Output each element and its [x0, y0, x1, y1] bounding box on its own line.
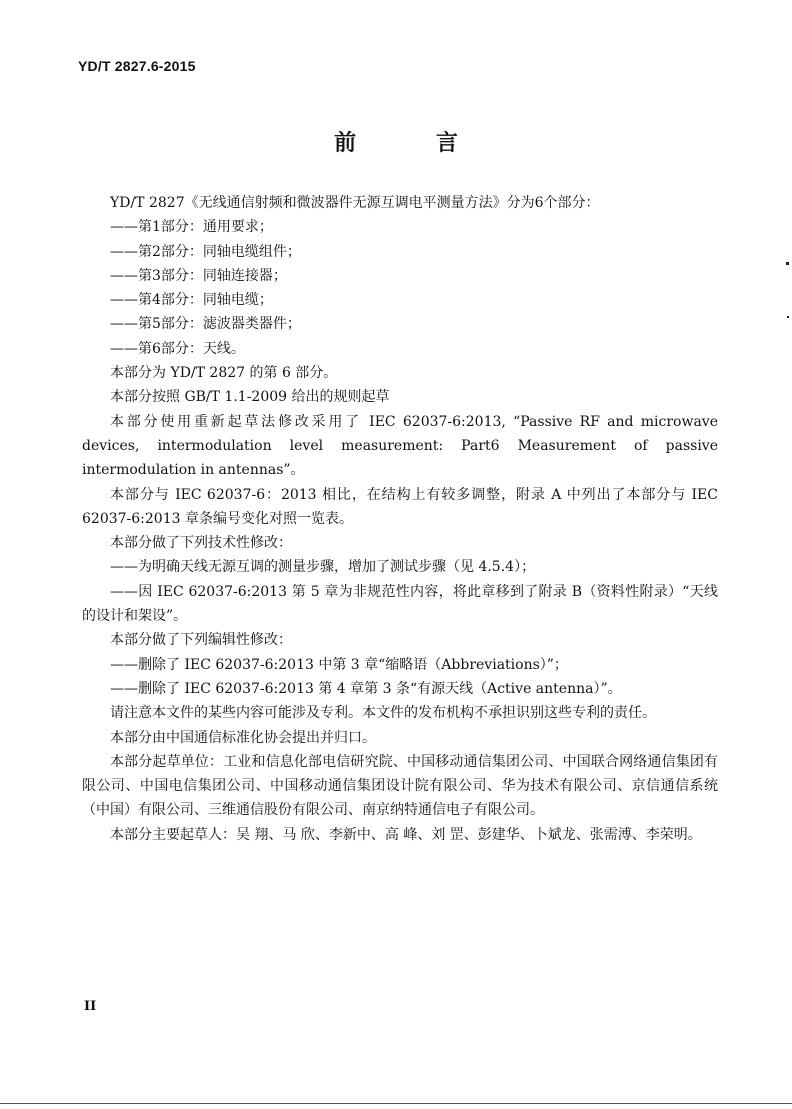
paragraph-editorial-mods-heading: 本部分做了下列编辑性修改：	[110, 632, 292, 649]
bottom-edge-line	[0, 1103, 792, 1104]
paragraph-patent-notice: 请注意本文件的某些内容可能涉及专利。本文件的发布机构不承担识别这些专利的责任。	[110, 705, 656, 722]
list-item-part5: ——第5部分：滤波器类器件；	[110, 316, 301, 333]
paragraph-drafting-units: 本部分起草单位：工业和信息化部电信研究院、中国移动通信集团公司、中国联合网络通信集团有限公司、中国电信集团公司、中国移动通信集团设计院有限公司、华为技术有限公司、京信通信系统（中国）有限公司、三维通信股份有限公司、南京纳特通信电子有限公司。	[82, 753, 718, 819]
paragraph-drafters: 本部分主要起草人：吴 翔、马 欣、李新中、高 峰、刘 罡、彭建华、卜斌龙、张需溥、李荣明。	[110, 826, 702, 843]
page-number: II	[84, 999, 97, 1014]
list-item-editorial-mod-1: ——删除了 IEC 62037-6:2013 中第 3 章“缩略语（Abbreviations）”；	[110, 656, 568, 673]
list-item-editorial-mod-2: ——删除了 IEC 62037-6:2013 第 4 章第 3 条“有源天线（Active antenna）”。	[110, 680, 622, 697]
paragraph-technical-mods-heading: 本部分做了下列技术性修改：	[110, 535, 292, 552]
list-item-technical-mod-1: ——为明确天线无源互调的测量步骤，增加了测试步骤（见 4.5.4）；	[110, 559, 536, 576]
scan-mark-right-1	[786, 262, 789, 265]
list-item-part1: ——第1部分：通用要求；	[110, 219, 273, 236]
paragraph-intro: YD/T 2827《无线通信射频和微波器件无源互调电平测量方法》分为6个部分：	[110, 195, 600, 211]
scan-mark-right-2	[787, 316, 789, 318]
list-item-technical-mod-2: ——因 IEC 62037-6:2013 第 5 章为非规范性内容，将此章移到了附录 B（资料性附录）“天线的设计和架设”。	[82, 583, 718, 625]
paragraph-proposer: 本部分由中国通信标准化协会提出并归口。	[110, 729, 376, 746]
list-item-part4: ——第4部分：同轴电缆；	[110, 292, 273, 309]
foreword-body	[82, 191, 718, 847]
list-item-part6: ——第6部分：天线。	[110, 340, 245, 357]
page-title: 前 言	[334, 130, 494, 156]
paragraph-part-statement: 本部分为 YD/T 2827 的第 6 部分。	[110, 365, 338, 382]
paragraph-drafting-rules: 本部分按照 GB/T 1.1-2009 给出的规则起草	[110, 389, 390, 406]
paragraph-adoption: 本部分使用重新起草法修改采用了 IEC 62037-6:2013, “Passive RF and microwave devices, intermodulation level measurement: Part6 Measurement of passive intermodulation in antennas”。	[82, 413, 718, 479]
paragraph-structure-changes: 本部分与 IEC 62037-6：2013 相比，在结构上有较多调整，附录 A 中列出了本部分与 IEC 62037-6:2013 章条编号变化对照一览表。	[82, 486, 718, 527]
list-item-part3: ——第3部分：同轴连接器；	[110, 267, 287, 284]
list-item-part2: ——第2部分：同轴电缆组件；	[110, 243, 301, 260]
standard-code: YD/T 2827.6-2015	[78, 58, 196, 74]
